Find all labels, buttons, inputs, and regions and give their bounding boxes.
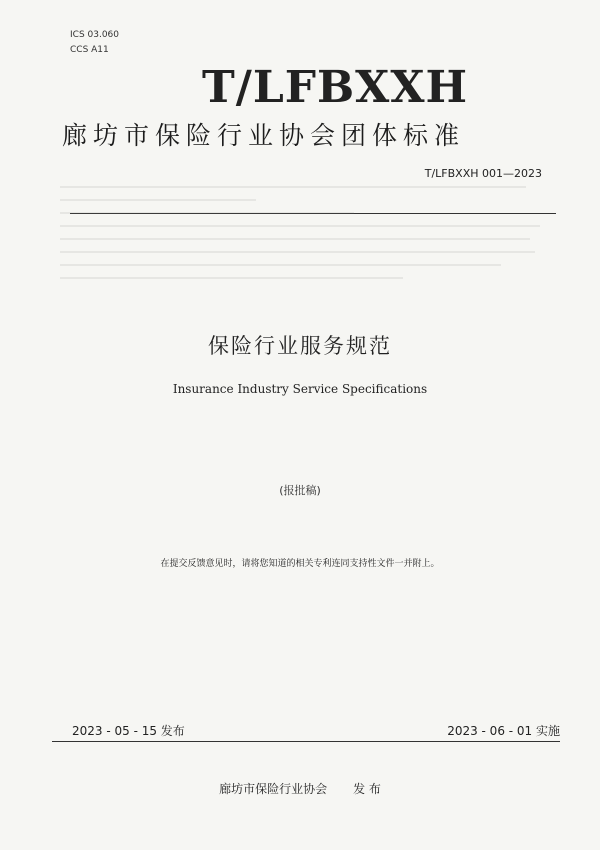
ccs-code: CCS A11	[70, 45, 109, 55]
ics-code: ICS 03.060	[70, 30, 120, 40]
publish-word: 发 布	[353, 782, 381, 796]
publish-date: 2023 - 05 - 15 发布	[72, 724, 185, 738]
document-title-en: Insurance Industry Service Specifications	[172, 382, 428, 396]
classification-codes	[70, 28, 119, 58]
organization-standard-title: 廊坊市保险行业协会团体标准	[62, 121, 466, 150]
footer-divider	[52, 741, 560, 742]
document-title-zh: 保险行业服务规范	[208, 334, 392, 358]
draft-stage-label: (报批稿)	[279, 484, 321, 497]
implementation-date: 2023 - 06 - 01 实施	[447, 724, 560, 738]
bleed-through-text	[60, 186, 550, 316]
brand-logo-text: T/LFBXXH	[202, 62, 469, 113]
publisher-line	[0, 780, 600, 797]
standard-number: T/LFBXXH 001—2023	[424, 167, 542, 180]
patent-notice: 在提交反馈意见时，请将您知道的相关专利连同支持性文件一并附上。	[160, 559, 440, 569]
publisher-name: 廊坊市保险行业协会	[219, 782, 328, 796]
